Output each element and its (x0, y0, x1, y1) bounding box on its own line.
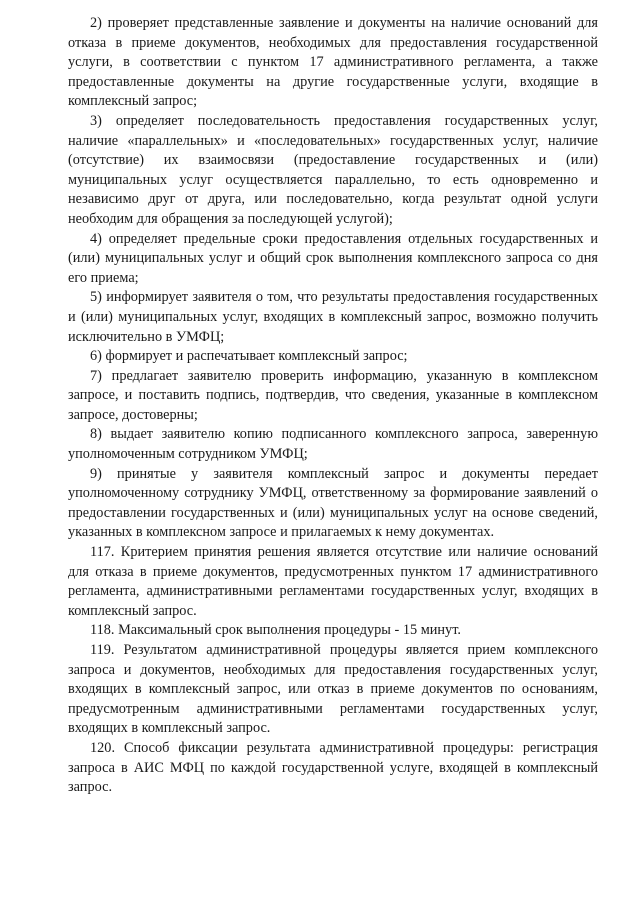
paragraph-item-7: 7) предлагает заявителю проверить информацию, указанную в комплексном запросе, и поставить подпись, подтвердив, что сведения, указанные в комплексном запросе, достоверны; (68, 367, 598, 423)
paragraph-117: 117. Критерием принятия решения является отсутствие или наличие оснований для отказа в приеме документов, предусмотренных пунктом 17 административного регламента, административными регламентами государственных услуг, входящих в комплексный запрос. (68, 544, 598, 619)
paragraph-118: 118. Максимальный срок выполнения процедуры - 15 минут. (90, 622, 461, 639)
paragraph-item-2: 2) проверяет представленные заявление и документы на наличие оснований для отказа в приеме документов, необходимых для предоставления государственной услуги, в соответствии с пунктом 17 административного регламента, а также предоставленные документы на другие государственные услуги, входящие в комплексный запрос; (68, 15, 598, 110)
paragraph-item-8: 8) выдает заявителю копию подписанного комплексного запроса, заверенную уполномоченным сотрудником УМФЦ; (68, 426, 598, 463)
paragraph-item-5: 5) информирует заявителя о том, что результаты предоставления государственных и (или) муниципальных услуг, входящих в комплексный запрос, возможно получить исключительно в УМФЦ; (68, 289, 598, 345)
paragraph-120: 120. Способ фиксации результата административной процедуры: регистрация запроса в АИС МФЦ по каждой государственной услуге, входящей в комплексный запрос. (68, 739, 598, 796)
paragraph-119: 119. Результатом административной процедуры является прием комплексного запроса и документов, необходимых для предоставления государственных услуг, входящих в комплексный запрос, или отказ в приеме документов по основаниям, предусмотренным административными регламентами государственных услуг, входящих в комплексный запрос. (68, 642, 598, 737)
paragraph-item-6: 6) формирует и распечатывает комплексный запрос; (90, 348, 408, 365)
paragraph-item-9: 9) принятые у заявителя комплексный запрос и документы передает уполномоченному сотруднику УМФЦ, ответственному за формирование заявлений о предоставлении государственных и (или) муниципальных услуг на основе сведений, указанных в комплексном запросе и прилагаемых к нему документах. (68, 465, 598, 541)
paragraph-item-4: 4) определяет предельные сроки предоставления отдельных государственных и (или) муниципальных услуг и общий срок выполнения комплексного запроса со дня его приема; (68, 230, 598, 286)
paragraph-item-3: 3) определяет последовательность предоставления государственных услуг, наличие «параллельных» и «последовательных» государственных услуг, наличие (отсутствие) их взаимосвязи (предоставление государственных и (или) муниципальных услуг осуществляется параллельно, то есть одновременно и независимо друг от друга, или последовательно, когда результат одной услуги необходим для обращения за последующей услугой); (68, 112, 598, 227)
